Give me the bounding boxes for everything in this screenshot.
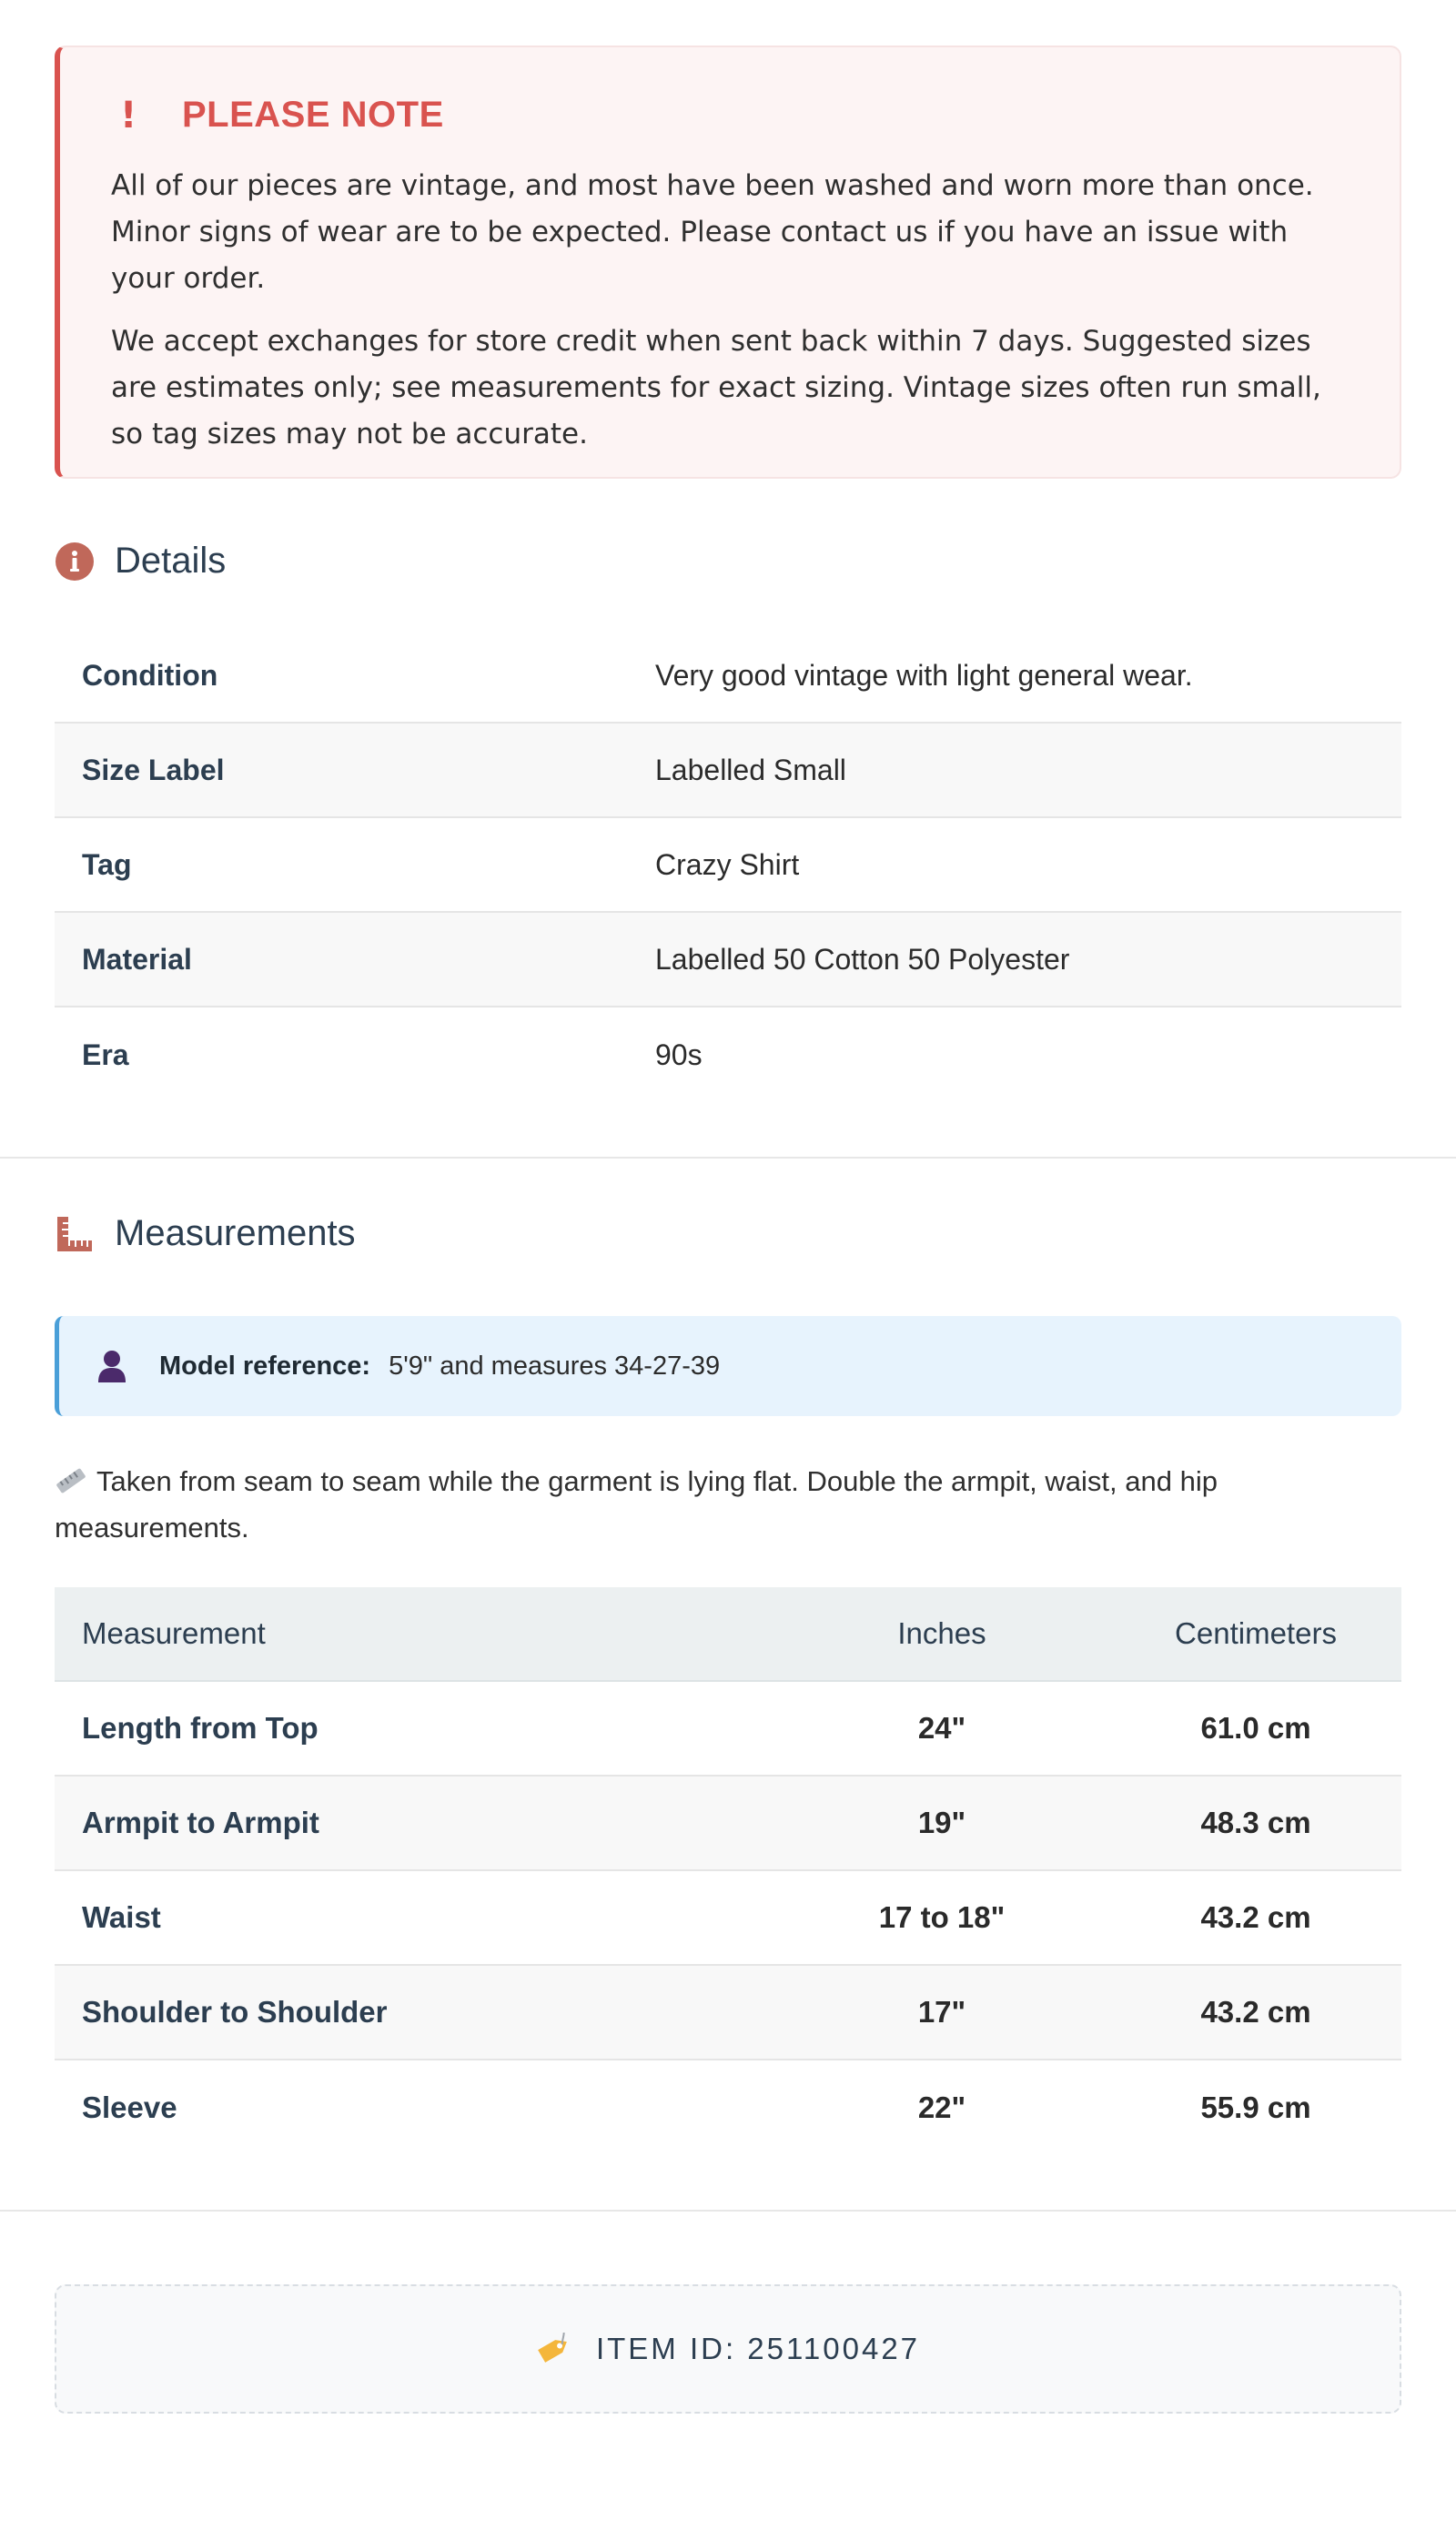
details-row xyxy=(55,1007,1401,1102)
table-cell: Waist xyxy=(82,1900,161,1934)
details-row xyxy=(55,913,1401,1007)
details-table xyxy=(55,629,1401,1102)
table-cell: 48.3 cm xyxy=(1200,1806,1311,1839)
details-value: Labelled Small xyxy=(655,753,846,786)
notice-title: PLEASE NOTE xyxy=(182,95,444,135)
table-cell: 43.2 cm xyxy=(1200,1995,1311,2029)
details-key: Size Label xyxy=(82,753,225,786)
table-cell: 43.2 cm xyxy=(1200,1900,1311,1934)
measurement-note xyxy=(55,1458,1401,1551)
table-header-row xyxy=(55,1587,1401,1682)
notice-paragraph-1: All of our pieces are vintage, and most have been washed and worn more than once. Minor signs of wear are to be expected. Please contact us if you have an issue with your order. xyxy=(111,169,1314,295)
details-heading xyxy=(55,541,1401,582)
measurement-note-text: Taken from seam to seam while the garment is lying flat. Double the armpit, waist, and hip measurements. xyxy=(55,1465,1218,1544)
details-value: Labelled 50 Cotton 50 Polyester xyxy=(655,942,1070,976)
table-cell: 61.0 cm xyxy=(1200,1711,1311,1745)
table-cell: Armpit to Armpit xyxy=(82,1806,319,1839)
details-key: Era xyxy=(82,1038,129,1071)
table-row xyxy=(55,1966,1401,2060)
table-cell: Shoulder to Shoulder xyxy=(82,1995,388,2029)
details-value: Crazy Shirt xyxy=(655,847,800,881)
details-key: Tag xyxy=(82,847,132,881)
table-cell: 55.9 cm xyxy=(1200,2091,1311,2124)
measurements-table xyxy=(55,1587,1401,2155)
info-circle-icon xyxy=(55,542,95,582)
notice-header xyxy=(111,95,1352,136)
details-value: 90s xyxy=(655,1038,703,1071)
ruler-square-icon xyxy=(55,1214,95,1254)
section-divider xyxy=(0,1157,1456,1159)
table-cell: 17 to 18" xyxy=(878,1900,1006,1934)
table-row xyxy=(55,1777,1401,1871)
details-key: Material xyxy=(82,942,192,976)
details-value: Very good vintage with light general wear. xyxy=(655,658,1193,692)
details-row xyxy=(55,629,1401,724)
item-id-label: ITEM ID: 251100427 xyxy=(595,2332,921,2365)
notice-paragraph-2: We accept exchanges for store credit when sent back within 7 days. Suggested sizes are estimates only; see measurements for exact sizing. Vintage sizes often run small, so tag sizes may not be accurate. xyxy=(111,325,1321,450)
table-cell: Sleeve xyxy=(82,2091,177,2124)
please-note-box xyxy=(55,46,1401,479)
model-reference-value: 5'9" and measures 34-27-39 xyxy=(389,1351,721,1381)
table-cell: 19" xyxy=(917,1806,966,1839)
person-silhouette-icon xyxy=(96,1349,128,1383)
table-cell: 22" xyxy=(917,2091,966,2124)
measurements-title: Measurements xyxy=(115,1213,356,1253)
column-header: Measurement xyxy=(82,1616,266,1650)
details-key: Condition xyxy=(82,658,218,692)
tag-icon xyxy=(536,2333,572,2365)
details-row xyxy=(55,724,1401,818)
item-id-box xyxy=(55,2284,1401,2414)
column-header: Inches xyxy=(897,1616,986,1650)
table-cell: 24" xyxy=(917,1711,966,1745)
table-row xyxy=(55,2060,1401,2155)
model-reference-box xyxy=(55,1316,1401,1416)
table-row xyxy=(55,1682,1401,1777)
measurements-heading xyxy=(55,1213,1401,1254)
column-header: Centimeters xyxy=(1175,1616,1337,1650)
exclamation-icon: ! xyxy=(120,94,137,137)
details-row xyxy=(55,818,1401,913)
ruler-icon xyxy=(55,1468,87,1493)
table-cell: 17" xyxy=(917,1995,966,2029)
details-title: Details xyxy=(115,541,227,581)
model-reference-label: Model reference: xyxy=(159,1351,371,1381)
table-cell: Length from Top xyxy=(82,1711,318,1745)
section-divider xyxy=(0,2210,1456,2212)
table-row xyxy=(55,1871,1401,1966)
